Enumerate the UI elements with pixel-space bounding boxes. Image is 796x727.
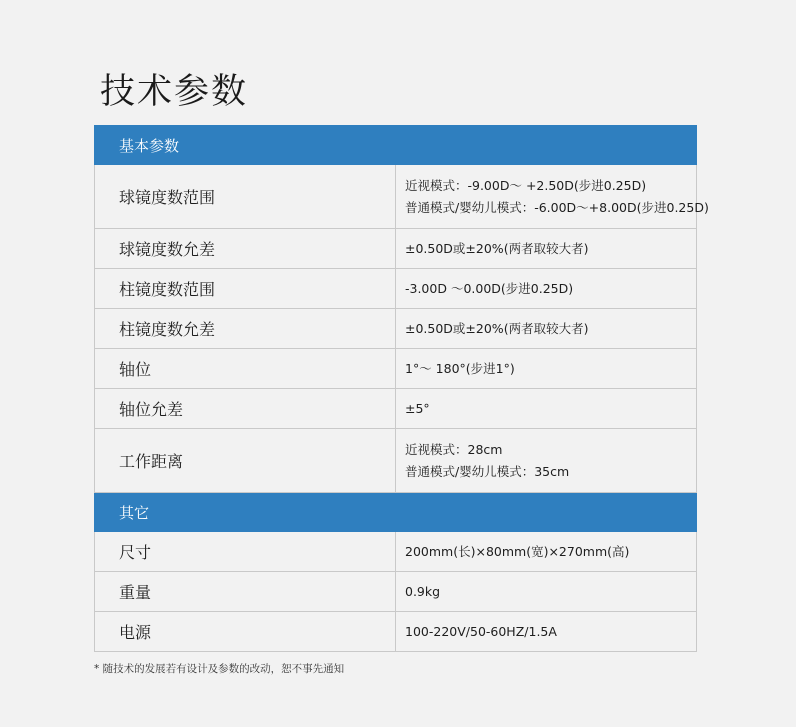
table-row	[95, 389, 697, 429]
section-header-label: 基本参数	[95, 126, 697, 165]
row-label: 球镜度数范围	[95, 165, 396, 229]
row-label: 柱镜度数允差	[95, 309, 396, 349]
value-line: 近视模式：28cm	[405, 441, 503, 457]
row-value	[396, 349, 697, 389]
value-line: ±5°	[405, 400, 430, 416]
section-header-basic	[95, 126, 697, 165]
table-row	[95, 532, 697, 572]
value-line: -3.00D ～0.00D(步进0.25D)	[405, 280, 574, 296]
footnote: * 随技术的发展若有设计及参数的改动，恕不事先通知	[94, 663, 345, 675]
value-line: ±0.50D或±20%(两者取较大者)	[405, 240, 589, 256]
row-label: 轴位允差	[95, 389, 396, 429]
row-value	[396, 229, 697, 269]
table-row	[95, 269, 697, 309]
row-value	[396, 572, 697, 612]
value-line: 100-220V/50-60HZ/1.5A	[405, 623, 557, 639]
row-value	[396, 389, 697, 429]
value-line: 200mm(长)×80mm(宽)×270mm(高)	[405, 543, 630, 559]
table-row	[95, 572, 697, 612]
row-label: 轴位	[95, 349, 396, 389]
value-line: 近视模式：-9.00D～ +2.50D(步进0.25D)	[405, 177, 647, 193]
table-row	[95, 429, 697, 493]
table-row	[95, 165, 697, 229]
value-line: 普通模式/婴幼儿模式：-6.00D～+8.00D(步进0.25D)	[405, 199, 709, 215]
row-label: 电源	[95, 612, 396, 652]
row-label: 球镜度数允差	[95, 229, 396, 269]
row-label: 尺寸	[95, 532, 396, 572]
row-label: 柱镜度数范围	[95, 269, 396, 309]
page-title: 技术参数	[100, 72, 249, 112]
row-value	[396, 612, 697, 652]
value-line: 0.9kg	[405, 583, 441, 599]
spec-table	[94, 125, 709, 652]
row-label: 重量	[95, 572, 396, 612]
section-header-label: 其它	[95, 493, 697, 532]
value-line: 普通模式/婴幼儿模式：35cm	[405, 463, 570, 479]
row-value	[396, 269, 697, 309]
row-value	[396, 165, 709, 229]
table-row	[95, 612, 697, 652]
table-row	[95, 229, 697, 269]
row-value	[396, 532, 697, 572]
value-line: ±0.50D或±20%(两者取较大者)	[405, 320, 589, 336]
row-value	[396, 429, 697, 493]
section-header-other	[95, 493, 697, 532]
row-value	[396, 309, 697, 349]
table-row	[95, 309, 697, 349]
value-line: 1°～ 180°(步进1°)	[405, 360, 515, 376]
table-row	[95, 349, 697, 389]
row-label: 工作距离	[95, 429, 396, 493]
